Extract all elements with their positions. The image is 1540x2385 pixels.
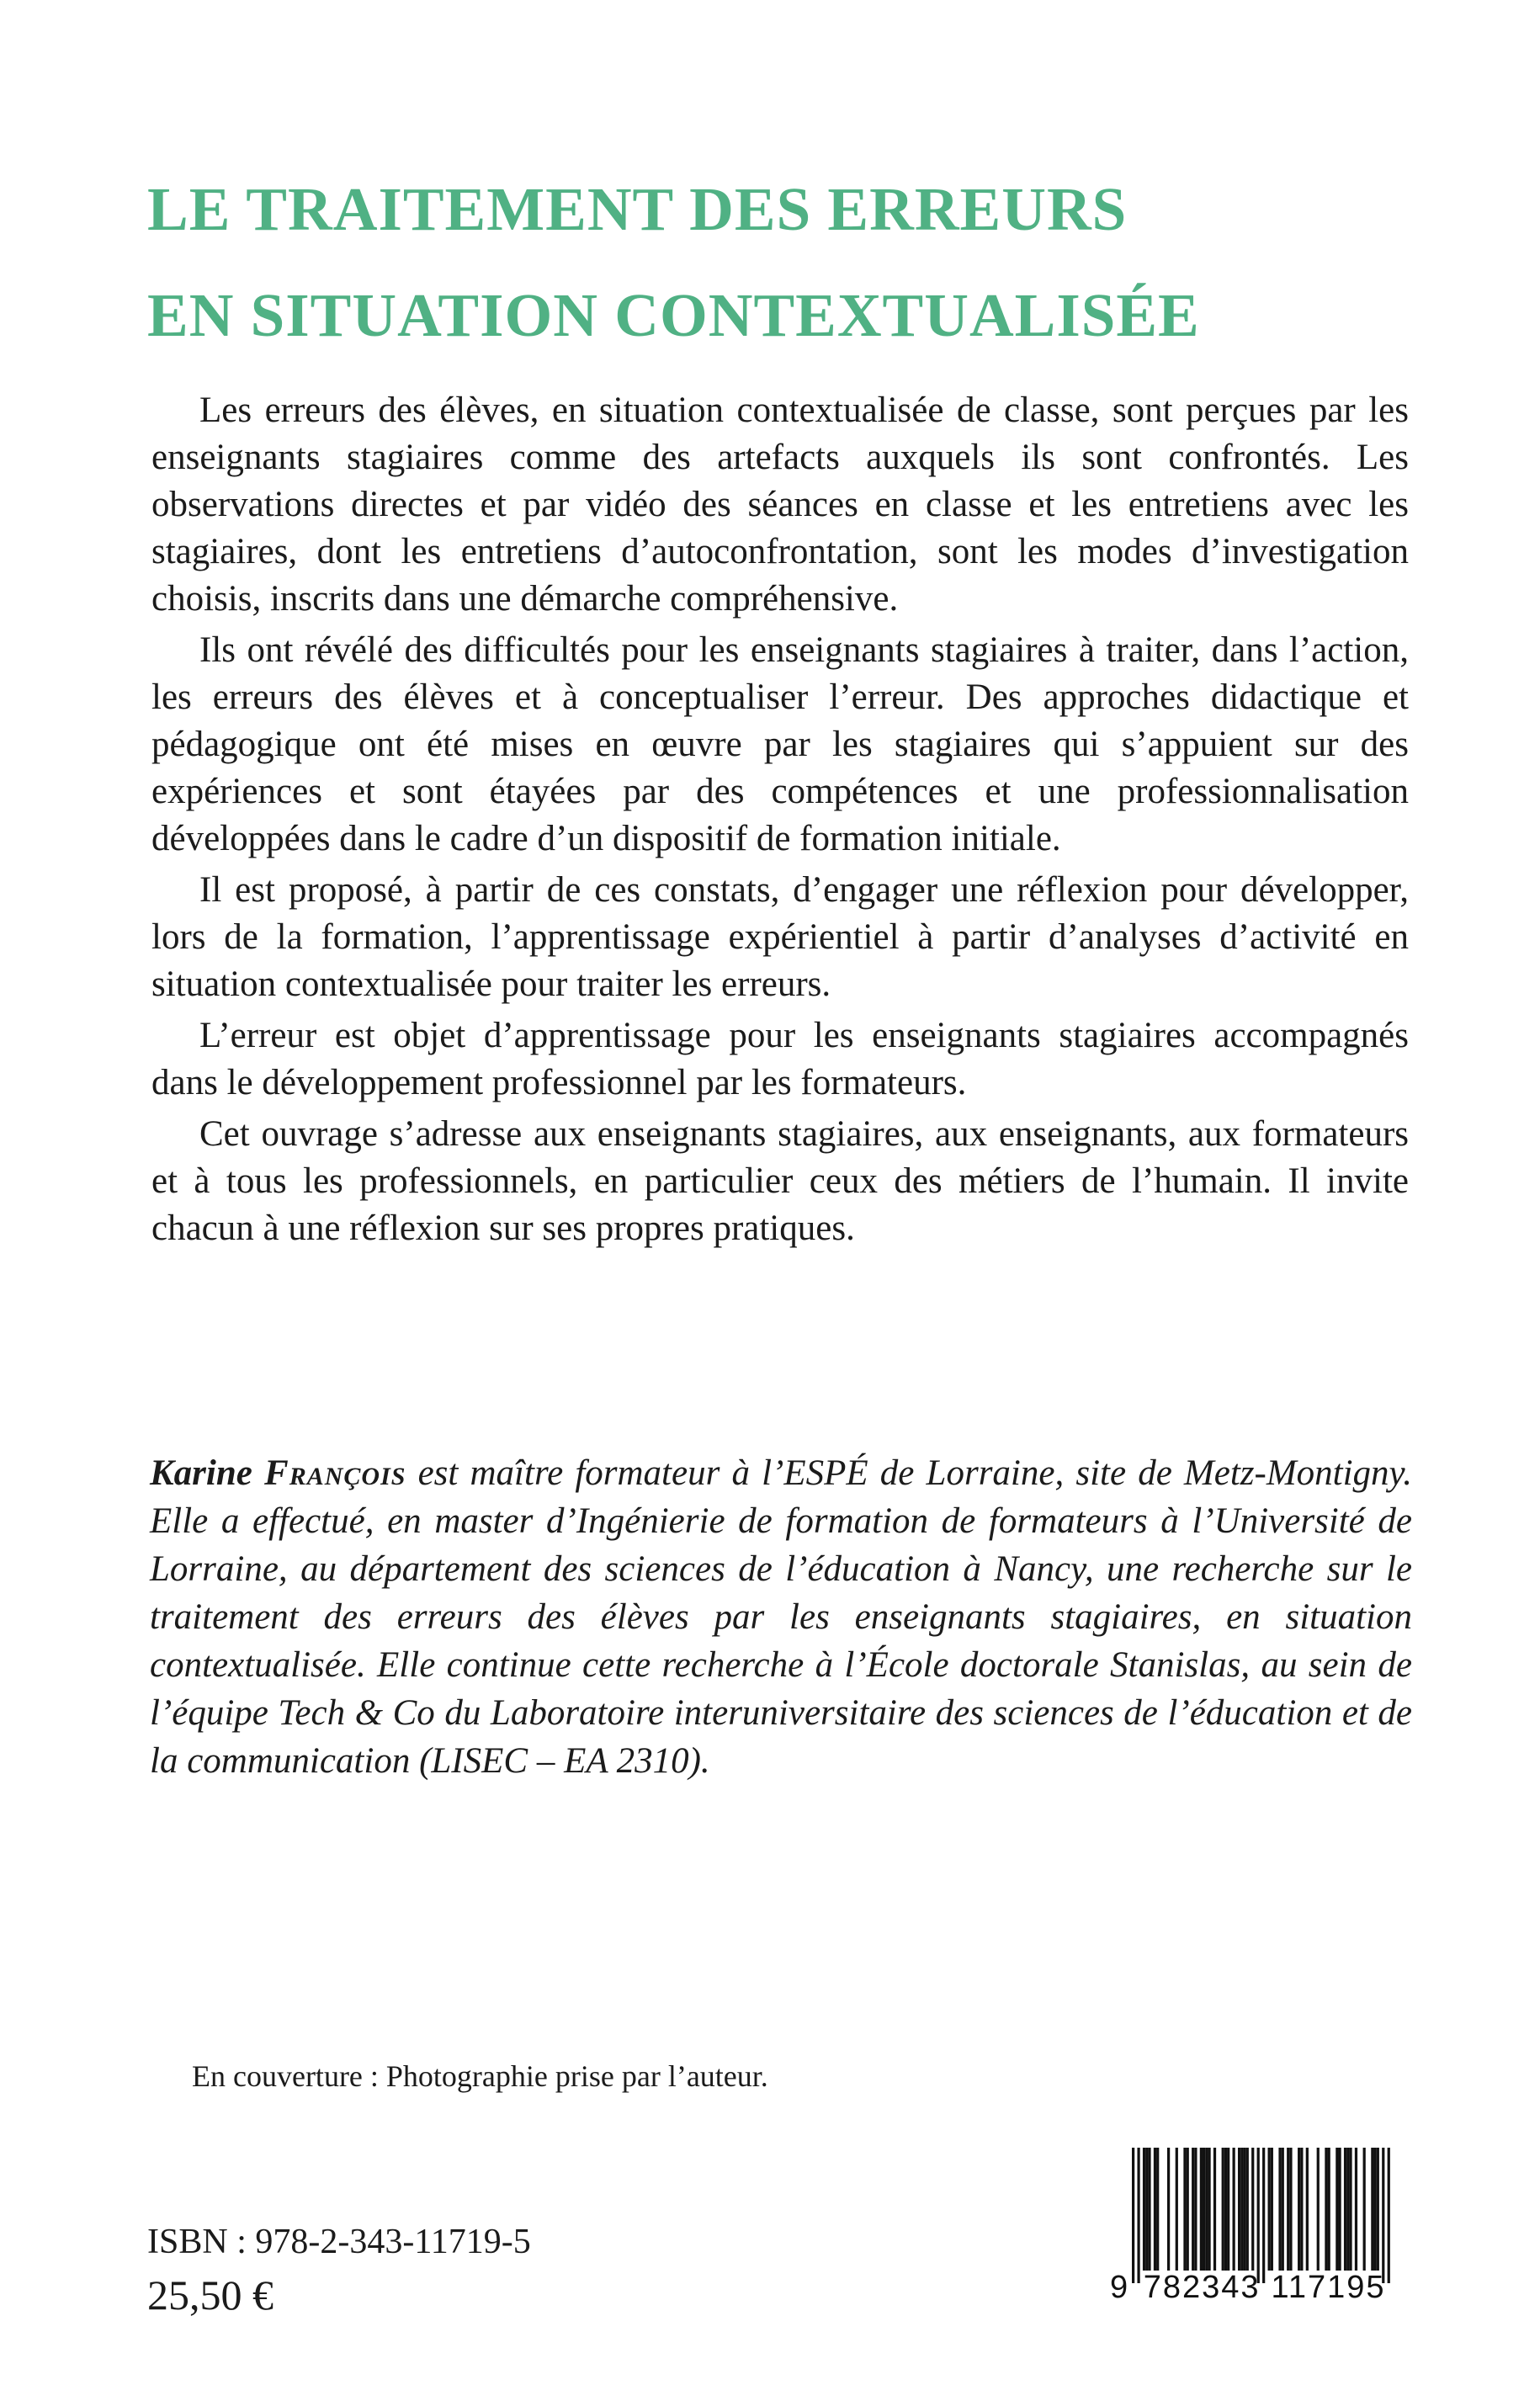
author-bio-text: est maître formateur à l’ESPÉ de Lorraine, site de Metz-Montigny. Elle a effectué, en master d’Ingénierie de formation de formateurs à l’Université de Lorraine, au département des sciences de l’éducation à Nancy, une recherche sur le traitement des erreurs des élèves par les enseignants stagiaires, en situation contextualisée. Elle continue cette recherche à l’École doctorale Stanislas, au sein de l’équipe Tech & Co du Laboratoire interuniversitaire des sciences de l’éducation et de la communication (LISEC – EA 2310). bbox=[150, 1453, 1413, 1781]
svg-text:782343: 782343 bbox=[1143, 2270, 1261, 2305]
author-first-name: Karine bbox=[150, 1453, 252, 1493]
body-paragraph: Cet ouvrage s’adresse aux enseignants stagiaires, aux enseignants, aux formateurs et à tous les professionnels, en particulier ceux des métiers de l’humain. Il invite chacun à une réflexion sur ses propres pratiques. bbox=[151, 1114, 1409, 1248]
body-paragraph: Les erreurs des élèves, en situation contextualisée de classe, sont perçues par les enseignants stagiaires comme des artefacts auxquels ils sont confrontés. Les observations directes et par vidéo des séances en classe et les entretiens avec les stagiaires, dont les entretiens d’autoconfrontation, sont les modes d’investigation choisis, inscrits dans une démarche compréhensive. bbox=[151, 390, 1409, 619]
title-line-1: LE TRAITEMENT DES ERREURS bbox=[147, 175, 1128, 243]
author-last-name: François bbox=[264, 1453, 406, 1493]
price-text: 25,50 € bbox=[147, 2271, 273, 2319]
isbn-text: ISBN : 978-2-343-11719-5 bbox=[147, 2223, 531, 2261]
title-line-2: EN SITUATION CONTEXTUALISÉE bbox=[147, 281, 1200, 349]
ean13-barcode bbox=[1107, 2148, 1401, 2312]
page-title bbox=[147, 157, 1443, 369]
body-paragraph: L’erreur est objet d’apprentissage pour les enseignants stagiaires accompagnés dans le développement professionnel par les formateurs. bbox=[151, 1016, 1409, 1102]
body-paragraph: Ils ont révélé des difficultés pour les enseignants stagiaires à traiter, dans l’action, les erreurs des élèves et à conceptualiser l’erreur. Des approches didactique et pédagogique ont été mises en œuvre par les stagiaires qui s’appuient sur des expériences et sont étayées par des compétences et une professionnalisation développées dans le cadre d’un dispositif de formation initiale. bbox=[151, 630, 1409, 858]
author-bio bbox=[150, 1449, 1412, 1785]
back-cover-summary bbox=[151, 387, 1409, 1256]
body-paragraph: Il est proposé, à partir de ces constats, d’engager une réflexion pour développer, lors de la formation, l’apprentissage expérientiel à partir d’analyses d’activité en situation contextualisée pour traiter les erreurs. bbox=[151, 870, 1409, 1004]
svg-text:117195: 117195 bbox=[1271, 2270, 1386, 2305]
cover-photo-credit: En couverture : Photographie prise par l’auteur. bbox=[192, 2059, 768, 2093]
svg-text:9: 9 bbox=[1110, 2270, 1128, 2305]
